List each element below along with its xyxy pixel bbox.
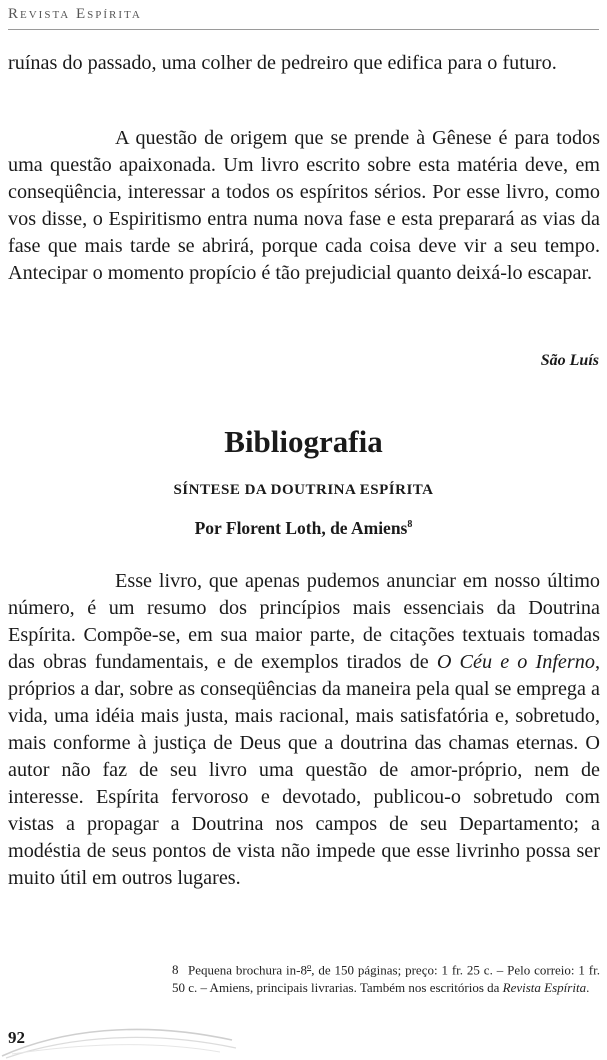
footnote-ref: 8 <box>407 519 413 531</box>
footnote-text-3: . <box>586 979 590 995</box>
footnote-number: 8 <box>172 962 179 978</box>
page-number: 92 <box>8 1028 25 1047</box>
author-byline <box>0 518 607 539</box>
book-title: O Céu e o Inferno <box>436 651 595 673</box>
review-text-2: , próprios a dar, sobre as conseqüências da maneira pela qual se emprega a vida, uma idéia mais justa, mais racional, mais satisfatória e, sobretudo, mais conforme à justiça de Deus que a doutrina das chamas eternas. O autor não faz de seu livro uma questão de amor-próprio, nem de interesse. Espírita fervoroso e devotado, publicou-o sobretudo com vistas a propagar a Doutrina nos campos de seu Departamento; a modéstia de seus pontos de vista não impede que esse livrinho possa ser muito útil em outros lugares. <box>8 651 600 889</box>
header-rule <box>8 29 599 30</box>
footnote-superscript: o <box>306 961 312 971</box>
section-title: Bibliografia <box>224 424 383 459</box>
footnote-text-1: Pequena brochura in-8 <box>188 962 307 978</box>
paragraph-continuation: ruínas do passado, uma colher de pedreiro que edifica para o futuro. <box>8 52 557 74</box>
running-head: Revista Espírita <box>8 6 142 22</box>
paragraph-review <box>8 568 600 892</box>
byline-text: Por Florent Loth, de Amiens <box>194 518 408 538</box>
footnote-text-2: , de 150 páginas; preço: 1 fr. 25 c. – Pelo correio: 1 fr. 50 c. – Amiens, principais livrarias. Também nos escritórios da <box>172 962 600 995</box>
paragraph-genese: A questão de origem que se prende à Gênese é para todos uma questão apaixonada. Um livro escrito sobre esta matéria deve, em conseqüência, interessar a todos os espíritos sérios. Por esse livro, como vos disse, o Espiritismo entra numa nova fase e esta preparará as vias da fase que mais tarde se abrirá, porque cada coisa deve vir a seu tempo. Antecipar o momento propício é tão prejudicial quanto deixá-lo escapar. <box>8 127 600 284</box>
section-subtitle: SÍNTESE DA DOUTRINA ESPÍRITA <box>173 482 434 498</box>
swoosh-ornament-icon <box>0 1010 240 1060</box>
footnote-italic: Revista Espírita <box>502 979 587 995</box>
footnote <box>172 958 600 996</box>
signature: São Luís <box>540 352 599 369</box>
review-text-1: Esse livro, que apenas pudemos anunciar em nosso último número, é um resumo dos princípios mais essenciais da Doutrina Espírita. Compõe-se, em sua maior parte, de citações textuais tomadas das obras fundamentais, e de exemplos tirados de <box>8 570 600 673</box>
